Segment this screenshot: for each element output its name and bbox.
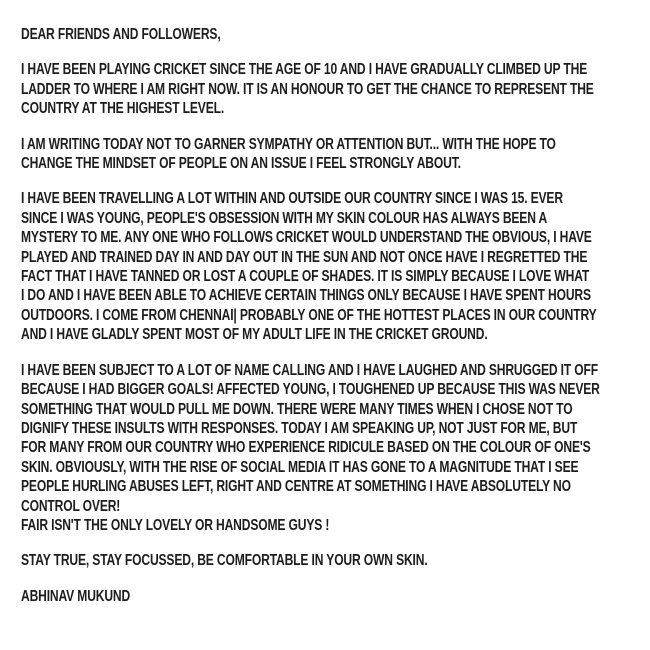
text-line: STAY TRUE, STAY FOCUSSED, BE COMFORTABLE IN YOUR OWN SKIN. [21, 552, 428, 570]
text-line: FAIR ISN'T THE ONLY LOVELY OR HANDSOME GUYS ! [21, 516, 330, 534]
text-line: COUNTRY AT THE HIGHEST LEVEL. [21, 100, 225, 118]
text-line: I DO AND I HAVE BEEN ABLE TO ACHIEVE CERTAIN THINGS ONLY BECAUSE I HAVE SPENT HOURS [21, 287, 591, 305]
text-line: DEAR FRIENDS AND FOLLOWERS, [21, 26, 221, 43]
closing [21, 551, 650, 570]
salutation [21, 25, 650, 44]
text-line: I HAVE BEEN PLAYING CRICKET SINCE THE AGE OF 10 AND I HAVE GRADUALLY CLIMBED UP THE [21, 61, 588, 79]
text-line: I HAVE BEEN SUBJECT TO A LOT OF NAME CALLING AND I HAVE LAUGHED AND SHRUGGED IT OFF [21, 361, 599, 379]
text-line: SINCE I WAS YOUNG, PEOPLE'S OBSESSION WITH MY SKIN COLOUR HAS ALWAYS BEEN A [21, 209, 548, 227]
text-line: AND I HAVE GLADLY SPENT MOST OF MY ADULT LIFE IN THE CRICKET GROUND. [21, 326, 488, 344]
letter [21, 25, 650, 622]
text-line: ABHINAV MUKUND [21, 587, 131, 605]
text-line: CHANGE THE MINDSET OF PEOPLE ON AN ISSUE I FEEL STRONGLY ABOUT. [21, 155, 461, 173]
text-line: PEOPLE HURLING ABUSES LEFT, RIGHT AND CENTRE AT SOMETHING I HAVE ABSOLUTELY NO [21, 478, 571, 496]
paragraph-4 [21, 361, 650, 536]
text-line: SOMETHING THAT WOULD PULL ME DOWN. THERE WERE MANY TIMES WHEN I CHOSE NOT TO [21, 400, 573, 418]
text-line: I AM WRITING TODAY NOT TO GARNER SYMPATHY OR ATTENTION BUT... WITH THE HOPE TO [21, 135, 556, 153]
text-line: CONTROL OVER! [21, 497, 121, 515]
text-line: OUTDOORS. I COME FROM CHENNAI| PROBABLY ONE OF THE HOTTEST PLACES IN OUR COUNTRY [21, 306, 597, 324]
text-line: I HAVE BEEN TRAVELLING A LOT WITHIN AND OUTSIDE OUR COUNTRY SINCE I WAS 15. EVER [21, 190, 563, 208]
text-line: LADDER TO WHERE I AM RIGHT NOW. IT IS AN HONOUR TO GET THE CHANCE TO REPRESENT THE [21, 80, 594, 98]
paragraph-1 [21, 60, 650, 118]
text-line: FOR MANY FROM OUR COUNTRY WHO EXPERIENCE RIDICULE BASED ON THE COLOUR OF ONE'S [21, 439, 591, 457]
text-line: SKIN. OBVIOUSLY, WITH THE RISE OF SOCIAL MEDIA IT HAS GONE TO A MAGNITUDE THAT I SEE [21, 458, 579, 476]
text-line: MYSTERY TO ME. ANY ONE WHO FOLLOWS CRICKET WOULD UNDERSTAND THE OBVIOUS, I HAVE [21, 229, 592, 247]
text-line: DIGNIFY THESE INSULTS WITH RESPONSES. TODAY I AM SPEAKING UP, NOT JUST FOR ME, BUT [21, 419, 578, 437]
text-line: BECAUSE I HAD BIGGER GOALS! AFFECTED YOUNG, I TOUGHENED UP BECAUSE THIS WAS NEVER [21, 381, 600, 399]
text-line: PLAYED AND TRAINED DAY IN AND DAY OUT IN THE SUN AND NOT ONCE HAVE I REGRETTED THE [21, 248, 588, 266]
signature [21, 587, 650, 606]
paragraph-2 [21, 135, 650, 174]
text-line: FACT THAT I HAVE TANNED OR LOST A COUPLE OF SHADES. IT IS SIMPLY BECAUSE I LOVE WHAT [21, 268, 590, 286]
paragraph-3 [21, 189, 650, 344]
